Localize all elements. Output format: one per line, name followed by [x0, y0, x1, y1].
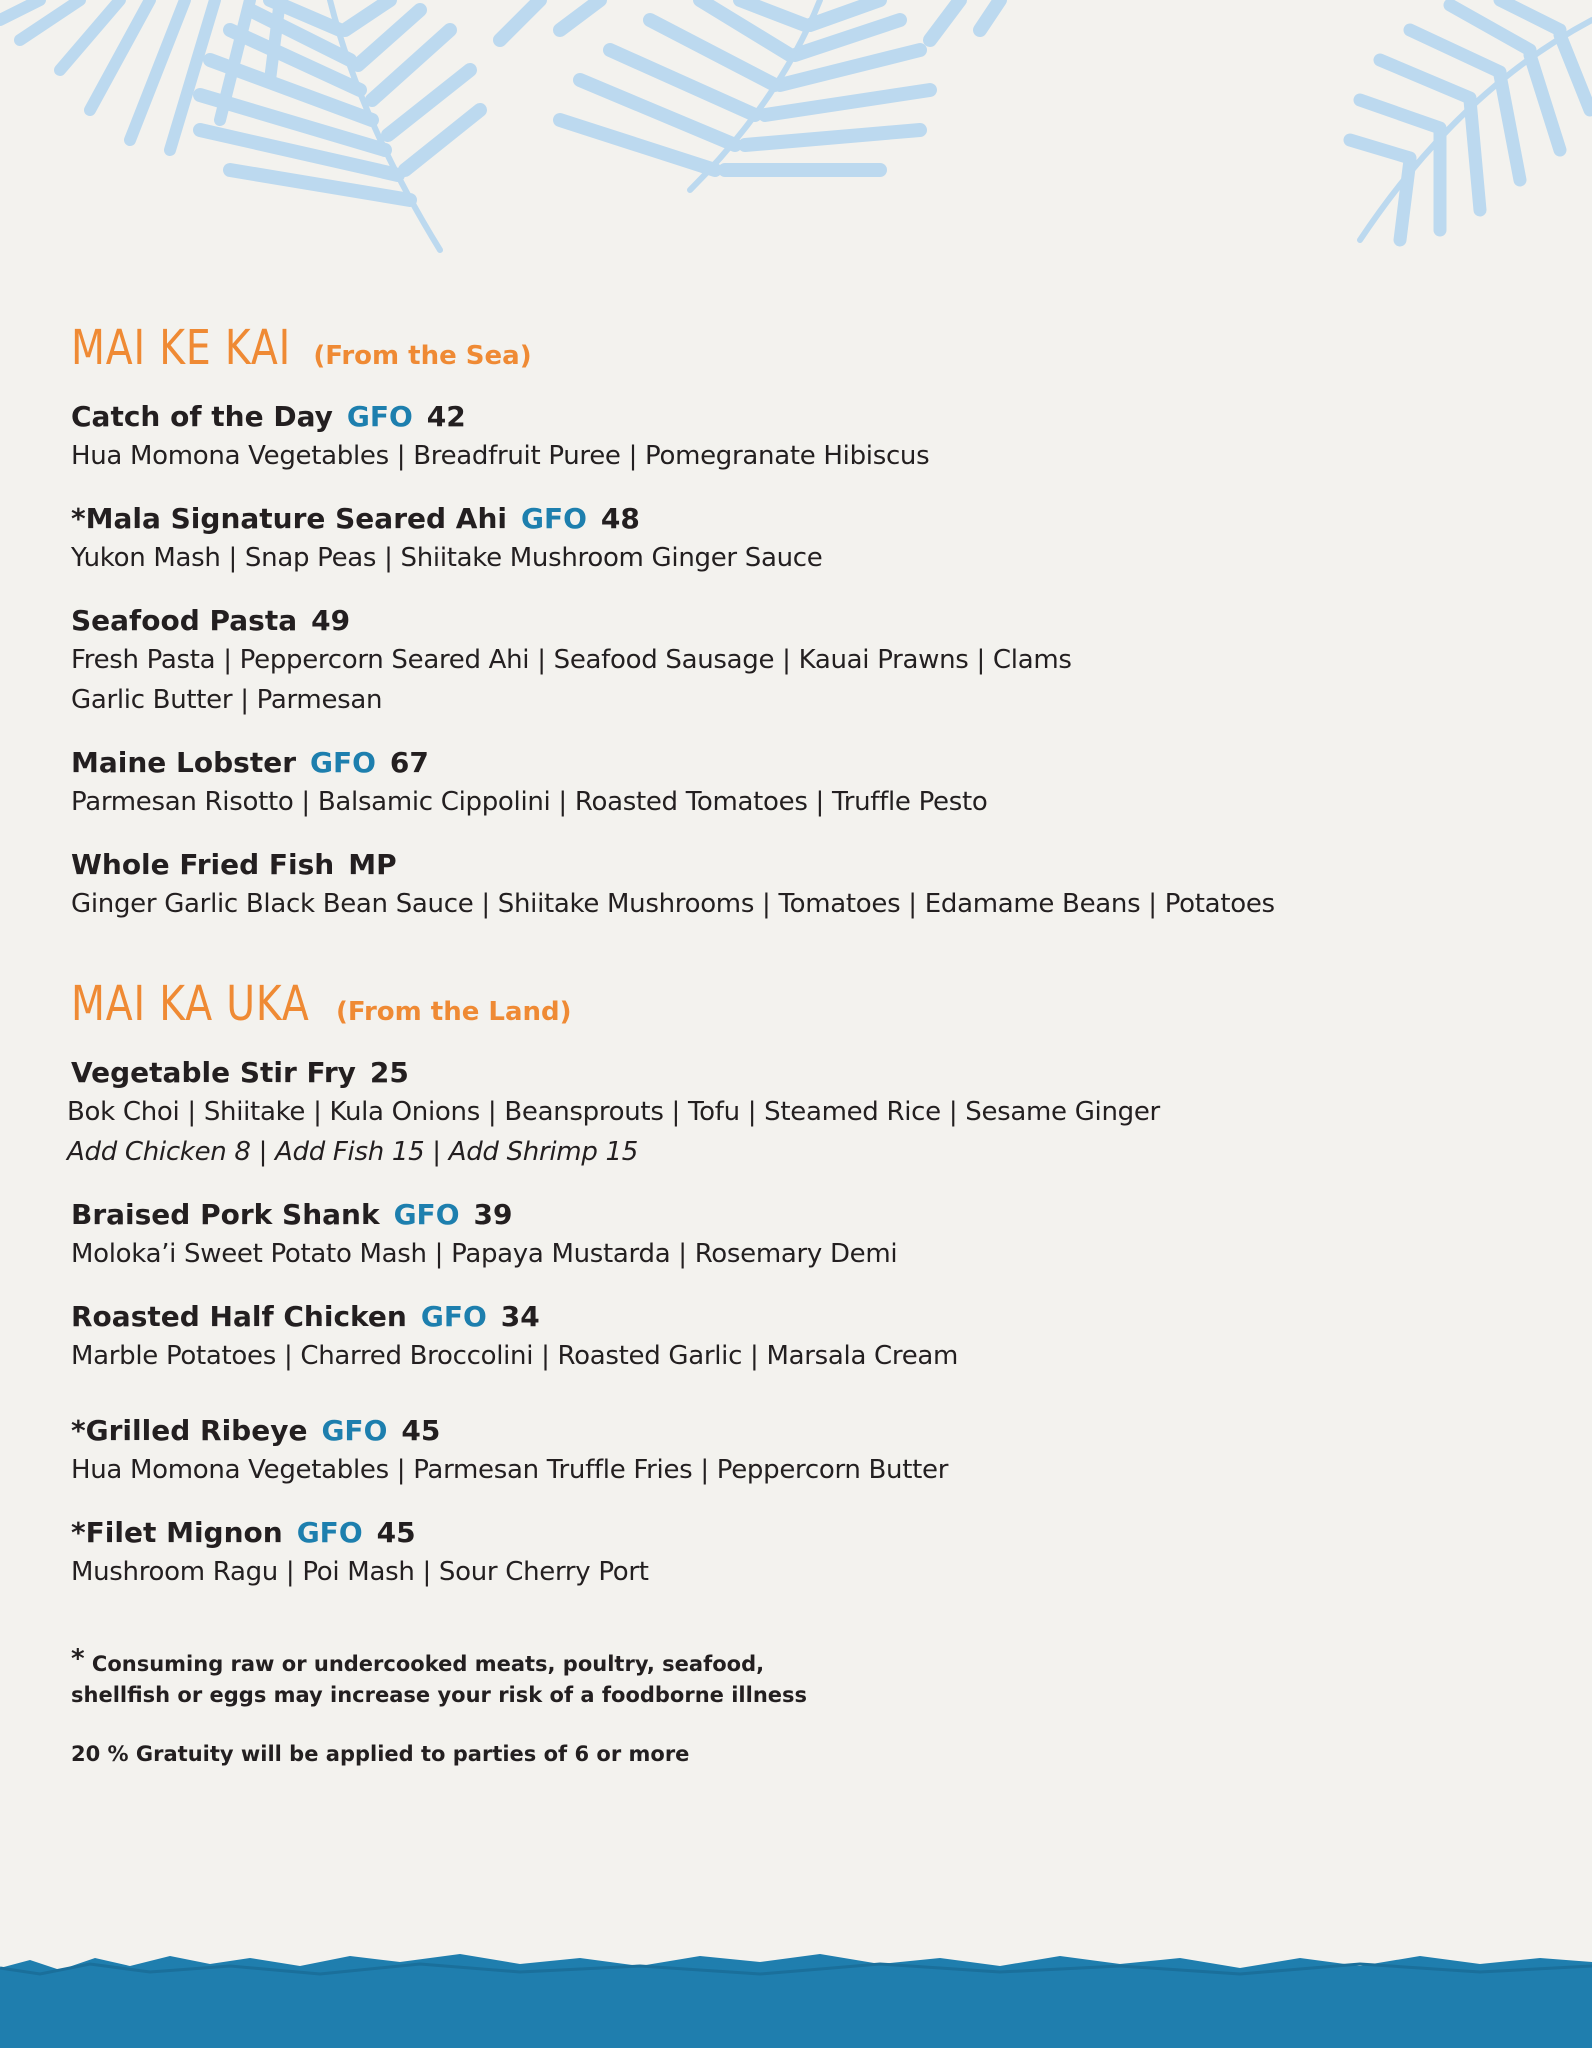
menu-item-description: Bok Choi | Shiitake | Kula Onions | Beansprouts | Tofu | Steamed Rice | Sesame Ginger	[67, 1097, 1160, 1127]
menu-item-price: 45	[401, 1414, 441, 1447]
menu-item	[71, 744, 1521, 822]
section-subtitle: (From the Sea)	[313, 341, 532, 371]
menu-item	[71, 500, 1521, 578]
menu-item-price: 67	[389, 746, 429, 779]
section-header	[71, 320, 1521, 376]
palm-leaves-decoration	[0, 0, 1592, 270]
menu-item-header	[71, 1054, 1521, 1092]
menu-item-price: 34	[500, 1300, 540, 1333]
menu-item-price: 45	[376, 1516, 416, 1549]
menu-item-header	[71, 1196, 1521, 1234]
menu-item-price: MP	[348, 848, 397, 881]
asterisk-mark: *	[71, 1644, 85, 1674]
gfo-tag: GFO	[420, 1300, 487, 1333]
menu-item-description: Mushroom Ragu | Poi Mash | Sour Cherry Port	[71, 1557, 649, 1587]
gfo-tag: GFO	[296, 1516, 363, 1549]
menu-content	[67, 320, 1521, 1770]
menu-item	[71, 1298, 1521, 1376]
menu-item-price: 42	[426, 400, 466, 433]
menu-item-description: Parmesan Risotto | Balsamic Cippolini | Roasted Tomatoes | Truffle Pesto	[71, 787, 988, 817]
menu-item	[71, 398, 1521, 476]
menu-item-name: Maine Lobster	[71, 746, 296, 779]
menu-item-header	[71, 744, 1521, 782]
menu-item	[71, 602, 1521, 720]
ocean-wave-decoration	[0, 1928, 1592, 2048]
menu-item-header	[71, 1514, 1521, 1552]
gfo-tag: GFO	[321, 1414, 388, 1447]
menu-item-header	[71, 846, 1521, 884]
menu-item-header	[71, 602, 1521, 640]
raw-food-warning	[71, 1644, 831, 1711]
gfo-tag: GFO	[346, 400, 413, 433]
menu-item-price: 39	[473, 1198, 513, 1231]
menu-item-name: Whole Fried Fish	[71, 848, 335, 881]
menu-item	[71, 1196, 1521, 1274]
menu-item-name: *Filet Mignon	[71, 1516, 283, 1549]
footnotes	[71, 1644, 1521, 1770]
section-title: MAI KA UKA	[71, 976, 310, 1032]
menu-item-header	[71, 1412, 1521, 1450]
section-from-the-land	[67, 976, 1521, 1592]
menu-item-name: *Mala Signature Seared Ahi	[71, 502, 507, 535]
menu-item-header	[71, 1298, 1521, 1336]
menu-item-description-line-2: Garlic Butter | Parmesan	[71, 685, 383, 715]
section-header	[71, 976, 1521, 1032]
section-title: MAI KE KAI	[71, 320, 292, 376]
menu-item-description: Moloka’i Sweet Potato Mash | Papaya Mustarda | Rosemary Demi	[71, 1239, 898, 1269]
menu-item	[71, 1412, 1521, 1490]
menu-item-header	[71, 398, 1521, 436]
menu-item-description: Fresh Pasta | Peppercorn Seared Ahi | Seafood Sausage | Kauai Prawns | Clams	[71, 645, 1072, 675]
gfo-tag: GFO	[393, 1198, 460, 1231]
menu-item-price: 48	[600, 502, 640, 535]
gfo-tag: GFO	[310, 746, 376, 779]
menu-item-description: Hua Momona Vegetables | Parmesan Truffle Fries | Peppercorn Butter	[71, 1455, 949, 1485]
gfo-tag: GFO	[520, 502, 587, 535]
raw-food-warning-text: Consuming raw or undercooked meats, poultry, seafood, shellfish or eggs may increase your risk of a foodborne illness	[71, 1652, 808, 1707]
menu-item	[71, 1514, 1521, 1592]
menu-item-name: Catch of the Day	[71, 400, 333, 433]
menu-item-description: Marble Potatoes | Charred Broccolini | Roasted Garlic | Marsala Cream	[71, 1341, 959, 1371]
menu-item-description: Hua Momona Vegetables | Breadfruit Puree | Pomegranate Hibiscus	[71, 441, 930, 471]
menu-item-name: Vegetable Stir Fry	[71, 1056, 356, 1089]
menu-item-price: 49	[311, 604, 351, 637]
menu-item-addons: Add Chicken 8 | Add Fish 15 | Add Shrimp 15	[67, 1137, 638, 1167]
menu-item-description: Ginger Garlic Black Bean Sauce | Shiitake Mushrooms | Tomatoes | Edamame Beans | Potatoes	[71, 889, 1275, 919]
menu-item-description: Yukon Mash | Snap Peas | Shiitake Mushroom Ginger Sauce	[71, 543, 823, 573]
gratuity-note: 20 % Gratuity will be applied to parties of 6 or more	[71, 1742, 690, 1766]
menu-item-name: Seafood Pasta	[71, 604, 298, 637]
menu-item-price: 25	[369, 1056, 409, 1089]
menu-item-name: Braised Pork Shank	[71, 1198, 380, 1231]
menu-item-header	[71, 500, 1521, 538]
section-subtitle: (From the Land)	[336, 997, 572, 1027]
menu-item-name: Roasted Half Chicken	[71, 1300, 407, 1333]
section-from-the-sea	[71, 320, 1521, 924]
menu-item-name: *Grilled Ribeye	[71, 1414, 308, 1447]
menu-item	[71, 846, 1521, 924]
menu-item	[67, 1054, 1521, 1172]
